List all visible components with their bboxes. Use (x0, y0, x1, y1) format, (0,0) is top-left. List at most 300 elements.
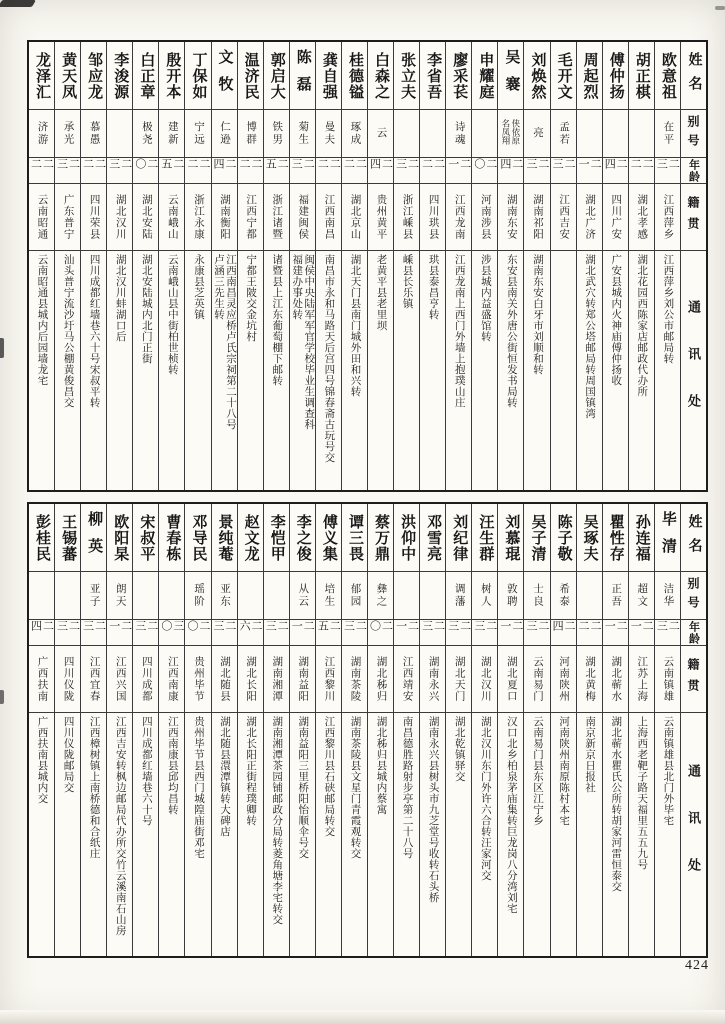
person-age: 二一 (629, 620, 654, 633)
person-native: 湖南东安 (505, 194, 517, 240)
person-address: 江西萍乡刘公市邮局转 (662, 254, 674, 364)
person-name: 傅义集 (320, 513, 337, 562)
alias-cell (551, 110, 576, 158)
person-age: 二三 (212, 620, 237, 633)
header-native-cell (681, 184, 706, 251)
person-address: 南京新京日报社 (584, 716, 596, 793)
person-alias: 朗天 (114, 583, 126, 608)
name-cell (394, 42, 419, 110)
native-place-cell (342, 184, 367, 251)
person-age: 二二 (577, 620, 602, 633)
alias-cell (603, 572, 628, 620)
native-place-cell (603, 646, 628, 713)
person-age: 二二 (238, 158, 263, 171)
person-column (524, 42, 550, 490)
person-name: 黄天凤 (60, 51, 77, 100)
person-alias: 琢成 (349, 121, 361, 146)
age-cell (524, 620, 549, 646)
person-age: 二三 (55, 620, 80, 633)
person-address: 湖北天门县南门城外田和兴转 (349, 254, 361, 397)
person-column (107, 42, 133, 490)
alias-cell (368, 572, 393, 620)
person-name: 李浚源 (112, 51, 129, 100)
alias-cell (655, 110, 680, 158)
age-cell (81, 158, 106, 184)
person-age: 二三 (446, 620, 471, 633)
person-name: 王锡蕃 (60, 513, 77, 562)
person-column (524, 504, 550, 956)
name-cell (133, 42, 158, 110)
person-column (159, 42, 185, 490)
person-address: 嵊县长乐镇 (401, 254, 413, 309)
native-place-cell (29, 646, 54, 713)
alias-cell (107, 572, 132, 620)
person-age: 二四 (603, 158, 628, 171)
native-place-cell (524, 646, 549, 713)
person-age: 二三 (420, 620, 445, 633)
header-column (681, 42, 706, 490)
alias-cell (55, 110, 80, 158)
name-cell (603, 504, 628, 572)
person-address: 诸暨县上江东葡萄棚下邮转 (271, 254, 283, 386)
alias-cell (290, 572, 315, 620)
header-alias-cell (681, 572, 706, 620)
header-native-label: 籍贯 (685, 196, 700, 238)
person-column (133, 504, 159, 956)
person-age: 二三 (107, 158, 132, 171)
name-cell (472, 42, 497, 110)
native-place-cell (498, 646, 523, 713)
scan-artifact (0, 0, 36, 7)
alias-cell (498, 110, 523, 158)
native-place-cell (55, 646, 80, 713)
person-native: 四川荣县 (88, 194, 100, 240)
person-alias: 亚东 (219, 583, 231, 608)
name-cell (264, 42, 289, 110)
address-cell (446, 251, 471, 490)
person-native: 湖北随县 (219, 656, 231, 702)
native-place-cell (316, 184, 341, 251)
alias-cell (342, 572, 367, 620)
person-name: 柳英 (86, 510, 103, 565)
person-address: 广西扶南县城内交 (36, 716, 48, 804)
address-cell (159, 713, 184, 956)
person-native: 四川成都 (140, 656, 152, 702)
person-column (629, 504, 655, 956)
alias-cell (212, 110, 237, 158)
native-place-cell (107, 184, 132, 251)
alias-cell (133, 110, 158, 158)
address-cell (81, 713, 106, 956)
person-native: 江西黎川 (323, 656, 335, 702)
address-cell (655, 251, 680, 490)
header-age-cell (681, 158, 706, 184)
person-native: 云南昭通 (36, 194, 48, 240)
address-cell (185, 251, 210, 490)
address-cell (551, 251, 576, 490)
name-cell (368, 504, 393, 572)
person-alias: 调藩 (453, 583, 465, 608)
person-name: 刘纪律 (451, 513, 468, 562)
person-column (81, 504, 107, 956)
age-cell (238, 158, 263, 184)
name-cell (655, 42, 680, 110)
header-alias-cell (681, 110, 706, 158)
address-cell (159, 251, 184, 490)
person-address: 珙县泰昌亨转 (427, 254, 439, 320)
address-cell (368, 251, 393, 490)
person-address: 贵州毕节县西门城隍庙街邓宅 (192, 716, 204, 859)
name-cell (551, 42, 576, 110)
person-alias: 正吾 (610, 583, 622, 608)
alias-cell (107, 110, 132, 158)
person-alias: 在平 (662, 121, 674, 146)
person-native: 江西宜春 (88, 656, 100, 702)
person-alias: 从云 (297, 583, 309, 608)
person-age: 二三 (551, 158, 576, 171)
person-name: 蔡万鼎 (373, 513, 390, 562)
address-cell (29, 713, 54, 956)
alias-cell (29, 110, 54, 158)
native-place-cell (551, 184, 576, 251)
person-address: 江西吉安转枫边邮局代办所交竹云溪南石山房 (114, 716, 126, 936)
person-name: 张立夫 (399, 51, 416, 100)
age-cell (159, 620, 184, 646)
person-column (394, 504, 420, 956)
person-name: 文牧 (216, 48, 233, 103)
person-name: 李恺甲 (268, 513, 285, 562)
scan-edge-shadow (0, 1010, 725, 1024)
person-column (498, 504, 524, 956)
age-cell (655, 158, 680, 184)
name-cell (498, 42, 523, 110)
person-age: 二一 (394, 620, 419, 633)
address-cell (29, 251, 54, 490)
person-age: 二一 (446, 158, 471, 171)
person-alias: 慕愚 (88, 121, 100, 146)
native-place-cell (446, 184, 471, 251)
person-address: 湖北秭归县城内蔡寓 (375, 716, 387, 815)
person-age: 二三 (264, 620, 289, 633)
person-alias: 亮 (531, 127, 543, 140)
alias-cell (472, 572, 497, 620)
person-native: 浙江诸暨 (271, 194, 283, 240)
person-native: 四川珙县 (427, 194, 439, 240)
age-cell (81, 620, 106, 646)
age-cell (577, 620, 602, 646)
age-cell (446, 158, 471, 184)
person-name: 邓导民 (190, 513, 207, 562)
person-name: 陈子敬 (555, 513, 572, 562)
person-address: 永康县芝英镇 (192, 254, 204, 320)
person-native: 湖南湘潭 (271, 656, 283, 702)
age-cell (472, 620, 497, 646)
person-alias: 铁男 (271, 121, 283, 146)
person-age: 二六 (238, 620, 263, 633)
alias-cell (159, 110, 184, 158)
native-place-cell (603, 184, 628, 251)
person-name: 殷开本 (164, 51, 181, 100)
person-name: 陈磊 (294, 48, 311, 103)
age-cell (524, 158, 549, 184)
person-name: 洪仰中 (399, 513, 416, 562)
person-age: 二三 (655, 620, 680, 633)
person-address: 宁都王陂交金坑村 (245, 254, 257, 342)
person-age: 二三 (472, 620, 497, 633)
person-age: 二一 (577, 158, 602, 171)
person-alias: 敦聘 (505, 583, 517, 608)
alias-cell (185, 572, 210, 620)
name-cell (368, 42, 393, 110)
person-column (212, 42, 238, 490)
native-place-cell (420, 646, 445, 713)
person-age: 二五 (159, 158, 184, 171)
address-cell (316, 713, 341, 956)
alias-cell (238, 110, 263, 158)
person-column (472, 504, 498, 956)
person-column (394, 42, 420, 490)
native-place-cell (655, 646, 680, 713)
person-address: 湖北汉川东门外许六合转汪家河交 (479, 716, 491, 881)
person-age: 二一 (498, 620, 523, 633)
person-address: 湖北随县澴潭镇转大碑店 (219, 716, 231, 837)
person-address: 湖北长阳正街程璞卿转 (245, 716, 257, 826)
alias-cell (420, 110, 445, 158)
person-address: 江西龙南上西门外墙上抱璞山庄 (453, 254, 465, 408)
name-cell (629, 504, 654, 572)
age-cell (290, 158, 315, 184)
person-native: 湖南祁阳 (531, 194, 543, 240)
alias-cell (81, 110, 106, 158)
person-age: 二三 (655, 158, 680, 171)
person-column (185, 42, 211, 490)
address-cell (368, 713, 393, 956)
age-cell (29, 620, 54, 646)
person-name: 桂德镒 (346, 51, 363, 100)
native-place-cell (107, 646, 132, 713)
alias-cell (551, 572, 576, 620)
person-column (185, 504, 211, 956)
person-address: 湖北安陆城内北门正街 (140, 254, 152, 364)
age-cell (55, 620, 80, 646)
person-alias: 菊生 (297, 121, 309, 146)
name-cell (107, 504, 132, 572)
native-place-cell (394, 184, 419, 251)
person-name: 吴褰 (503, 48, 520, 103)
age-cell (133, 620, 158, 646)
name-cell (446, 504, 471, 572)
person-name: 温济民 (242, 51, 259, 100)
name-cell (316, 42, 341, 110)
person-native: 江西靖安 (401, 656, 413, 702)
name-cell (29, 42, 54, 110)
person-column (577, 504, 603, 956)
person-column (603, 42, 629, 490)
address-cell (420, 713, 445, 956)
address-cell (316, 251, 341, 490)
name-cell (577, 42, 602, 110)
address-cell (133, 713, 158, 956)
person-name: 宋叔平 (138, 513, 155, 562)
person-name: 瞿性存 (607, 513, 624, 562)
alias-cell (159, 572, 184, 620)
header-name-cell (681, 504, 706, 572)
alias-cell (629, 572, 654, 620)
person-native: 广西扶南 (36, 656, 48, 702)
native-place-cell (368, 184, 393, 251)
header-age-label: 年龄 (687, 158, 700, 183)
person-age: 二二 (29, 158, 54, 171)
person-address: 河南陕州南原陈村本宅 (558, 716, 570, 826)
native-place-cell (81, 184, 106, 251)
person-alias: 树人 (479, 583, 491, 608)
age-cell (629, 620, 654, 646)
name-cell (238, 504, 263, 572)
name-cell (212, 42, 237, 110)
native-place-cell (29, 184, 54, 251)
header-name-cell (681, 42, 706, 110)
person-column (420, 504, 446, 956)
age-cell (603, 158, 628, 184)
age-cell (212, 158, 237, 184)
person-column (29, 504, 55, 956)
scan-artifact (715, 6, 725, 10)
name-cell (29, 504, 54, 572)
name-cell (394, 504, 419, 572)
person-name: 曹春栋 (164, 513, 181, 562)
person-column (264, 42, 290, 490)
address-cell (290, 713, 315, 956)
alias-cell (29, 572, 54, 620)
native-place-cell (368, 646, 393, 713)
person-age: 二三 (290, 158, 315, 171)
alias-cell (472, 110, 497, 158)
person-native: 江西萍乡 (662, 194, 674, 240)
native-place-cell (316, 646, 341, 713)
person-column (159, 504, 185, 956)
person-native: 云南易门 (531, 656, 543, 702)
age-cell (185, 620, 210, 646)
person-native: 湖南茶陵 (349, 656, 361, 702)
person-name: 周起烈 (581, 51, 598, 100)
address-cell (212, 713, 237, 956)
page-number: 424 (685, 958, 709, 973)
person-column (342, 504, 368, 956)
header-native-label: 籍贯 (685, 658, 700, 700)
person-column (316, 42, 342, 490)
age-cell (264, 620, 289, 646)
address-cell (551, 713, 576, 956)
person-alias: 超文 (636, 583, 648, 608)
person-age: 二五 (316, 620, 341, 633)
name-cell (524, 42, 549, 110)
name-cell (629, 42, 654, 110)
age-cell (629, 158, 654, 184)
address-cell (629, 251, 654, 490)
person-age: 二四 (498, 158, 523, 171)
person-address: 湖北武穴转郑公塔邮局转周国镇湾 (584, 254, 596, 419)
age-cell (342, 158, 367, 184)
name-cell (290, 42, 315, 110)
age-cell (368, 620, 393, 646)
alias-cell (577, 572, 602, 620)
name-cell (238, 42, 263, 110)
alias-cell (185, 110, 210, 158)
person-native: 福建闽侯 (297, 194, 309, 240)
person-native: 河南涉县 (479, 194, 491, 240)
person-native: 江苏上海 (636, 656, 648, 702)
person-alias: 济游 (36, 121, 48, 146)
person-column (212, 504, 238, 956)
person-name: 毕清 (659, 510, 676, 565)
age-cell (498, 620, 523, 646)
alias-cell (394, 572, 419, 620)
person-column (316, 504, 342, 956)
person-name: 白森之 (373, 51, 390, 100)
person-column (551, 504, 577, 956)
name-cell (577, 504, 602, 572)
header-address-cell (681, 713, 706, 956)
name-cell (107, 42, 132, 110)
address-cell (420, 251, 445, 490)
person-native: 湖北汉川 (114, 194, 126, 240)
address-cell (498, 251, 523, 490)
native-place-cell (212, 646, 237, 713)
person-age: 二二 (342, 158, 367, 171)
name-cell (446, 42, 471, 110)
alias-cell (55, 572, 80, 620)
person-alias: 曼夫 (323, 121, 335, 146)
native-place-cell (551, 646, 576, 713)
person-address: 四川成都红墙巷六十号 (140, 716, 152, 826)
person-alias: 士良 (531, 583, 543, 608)
address-cell (133, 251, 158, 490)
person-alias: 孟若 (558, 121, 570, 146)
age-cell (29, 158, 54, 184)
alias-cell (264, 572, 289, 620)
person-address: 湖南湘潭茶园铺邮政分局转菱角塘李宅转交 (271, 716, 283, 925)
person-address: 江西南康县邱均昌转 (166, 716, 178, 815)
address-cell (107, 713, 132, 956)
person-column (498, 42, 524, 490)
native-place-cell (655, 184, 680, 251)
person-name: 刘慕琨 (503, 513, 520, 562)
person-column (264, 504, 290, 956)
native-place-cell (159, 646, 184, 713)
person-address: 云南昭通县城内后园墙龙宅 (36, 254, 48, 386)
age-cell (603, 620, 628, 646)
address-cell (238, 251, 263, 490)
name-cell (159, 42, 184, 110)
age-cell (655, 620, 680, 646)
person-age: 二一 (290, 620, 315, 633)
alias-cell (524, 110, 549, 158)
age-cell (316, 158, 341, 184)
scan-artifact (0, 690, 4, 704)
age-cell (420, 158, 445, 184)
native-place-cell (498, 184, 523, 251)
address-cell (629, 713, 654, 956)
person-address: 云南易门县东区江宁乡 (531, 716, 543, 826)
address-cell (577, 251, 602, 490)
address-cell (498, 713, 523, 956)
person-alias: 亚子 (88, 583, 100, 608)
native-place-cell (472, 184, 497, 251)
header-address-label: 通讯处 (685, 300, 701, 441)
alias-cell (264, 110, 289, 158)
person-native: 江西兴国 (114, 656, 126, 702)
native-place-cell (629, 646, 654, 713)
